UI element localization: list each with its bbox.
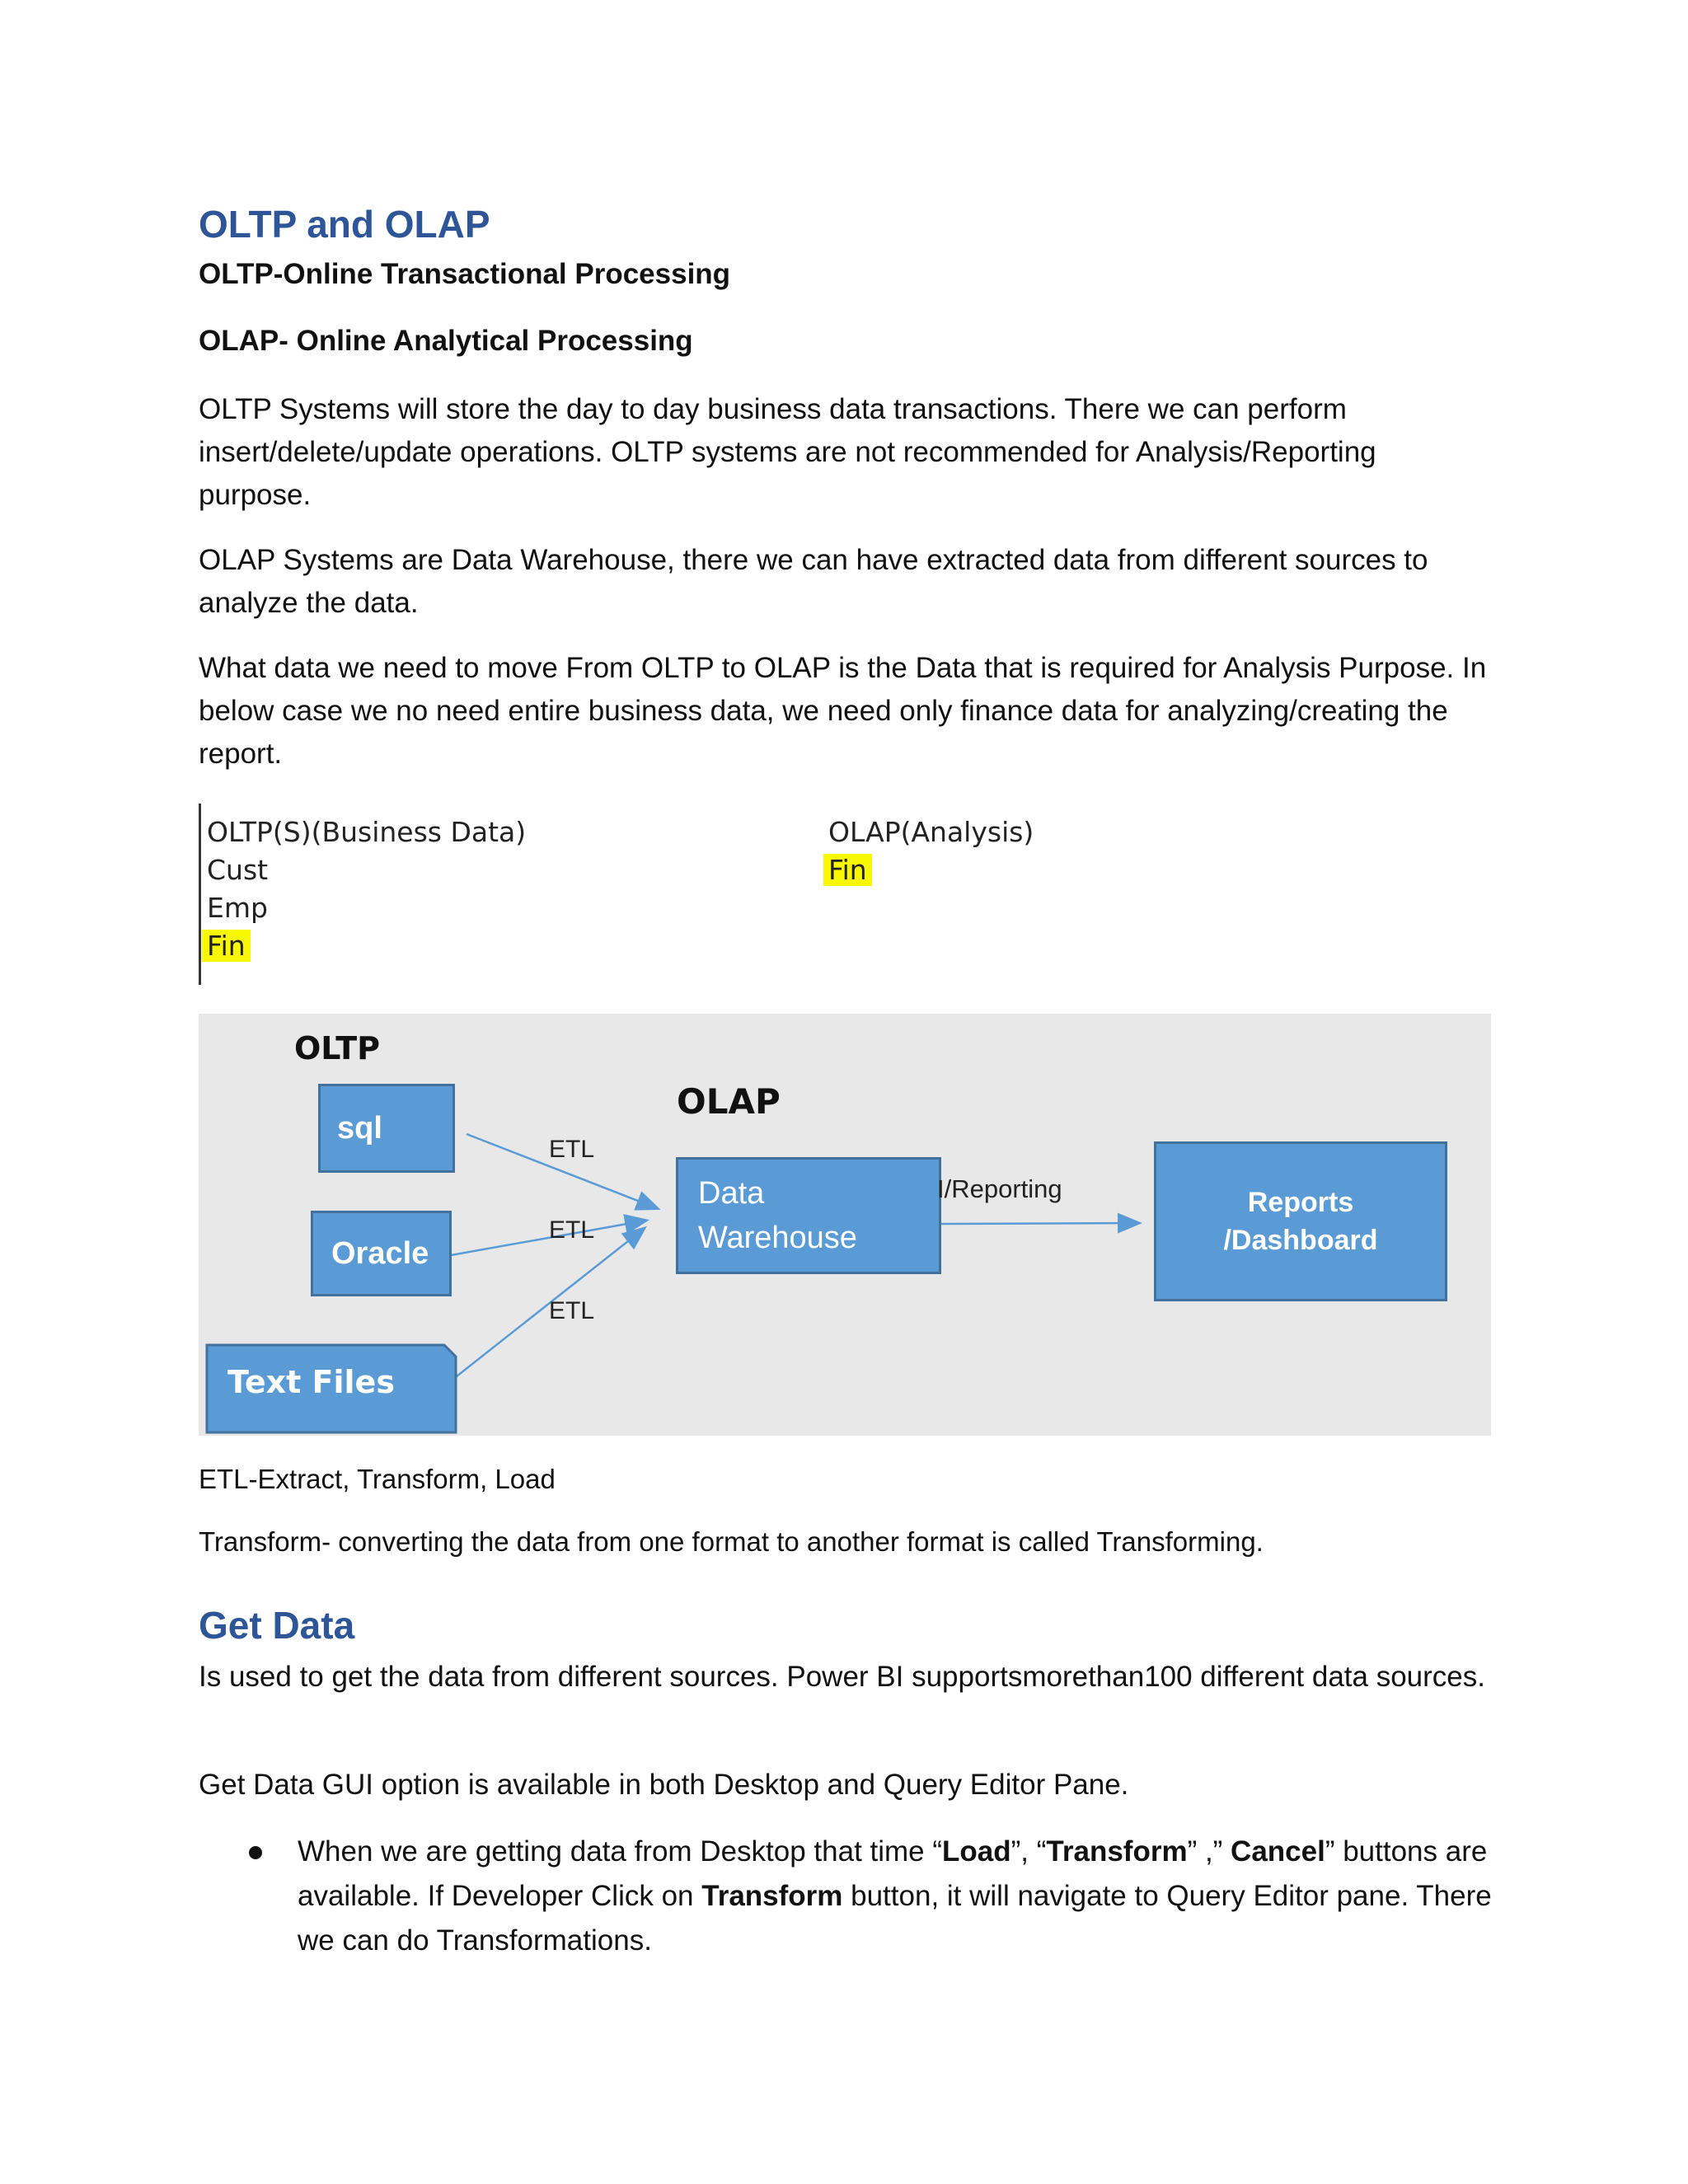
arrow-warehouse-to-reports [940,1223,1138,1224]
bullet-transform: Transform [1046,1835,1188,1868]
reports-line2: /Dashboard [1223,1225,1378,1256]
snippet-oltp-title: OLTP(S)(Business Data) [207,816,527,848]
snippet-item-cust: Cust [207,854,269,886]
bullet-text-1: When we are getting data from Desktop that time “ [298,1835,943,1868]
bullet-load: Load [942,1835,1011,1868]
paragraph-olap-systems: OLAP Systems are Data Warehouse, there we can have extracted data from different sources to analyze the data. [199,544,1428,619]
paragraph-data-move: What data we need to move From OLTP to OLAP is the Data that is required for Analysis Purpose. In below case we no need entire business data, we need only finance data for analyzing/creating the report. [199,652,1487,770]
heading-oltp-olap: OLTP and OLAP [199,203,490,246]
oltp-olap-snippet [199,804,1034,985]
transform-definition: Transform- converting the data from one format to another format is called Transforming. [199,1526,1264,1557]
etl-diagram [199,1014,1491,1436]
snippet-item-emp: Emp [207,892,268,924]
heading-get-data: Get Data [199,1604,355,1647]
bullet-transform-2: Transform [701,1880,843,1912]
bullet-icon [249,1846,262,1859]
bullet-text-5: button, it will navigate to Query Editor pane. There we can do Transformations. [298,1880,1492,1957]
diagram-olap-label: OLAP [677,1081,781,1122]
oltp-definition: OLTP-Online Transactional Processing [199,258,731,290]
warehouse-line1: Data [698,1176,765,1211]
etl-label-2: ETL [549,1216,595,1244]
etl-definition: ETL-Extract, Transform, Load [199,1464,556,1494]
reports-dashboard-box [1154,1141,1447,1301]
bullet-cancel: Cancel [1231,1835,1325,1868]
source-oracle-box [311,1211,452,1296]
paragraph-oltp-systems: OLTP Systems will store the day to day business data transactions. There we can perform insert/delete/update operations. OLTP systems are not recommended for Analysis/Reporting purpose. [199,393,1376,511]
bullet-text-2: ”, “ [1010,1835,1047,1868]
etl-label-3: ETL [549,1297,595,1324]
source-textfiles-label: Text Files [227,1364,395,1400]
source-sql-box [318,1084,455,1173]
olap-definition: OLAP- Online Analytical Processing [199,325,693,357]
snippet-olap-title: OLAP(Analysis) [828,816,1034,848]
source-oracle-label: Oracle [331,1235,429,1271]
warehouse-line2: Warehouse [698,1221,857,1255]
etl-label-1: ETL [549,1136,595,1163]
reporting-label: I/Reporting [937,1174,1062,1203]
bullet-desktop-get-data [298,1830,1501,1963]
bullet-text-3: ” ,” [1187,1835,1231,1868]
reports-line1: Reports [1247,1187,1354,1218]
paragraph-get-data: Is used to get the data from different sources. Power BI supportsmorethan100 different data sources. [199,1661,1485,1693]
paragraph-gui-option: Get Data GUI option is available in both Desktop and Query Editor Pane. [199,1769,1129,1801]
snippet-olap-fin: Fin [823,854,872,886]
diagram-oltp-label: OLTP [294,1030,380,1066]
bullet-text-4: ” buttons are available. If Developer Click on [298,1835,1488,1912]
data-warehouse-box [676,1157,941,1274]
snippet-item-fin: Fin [202,930,251,962]
source-sql-label: sql [337,1110,382,1146]
snippet-divider [199,804,201,985]
